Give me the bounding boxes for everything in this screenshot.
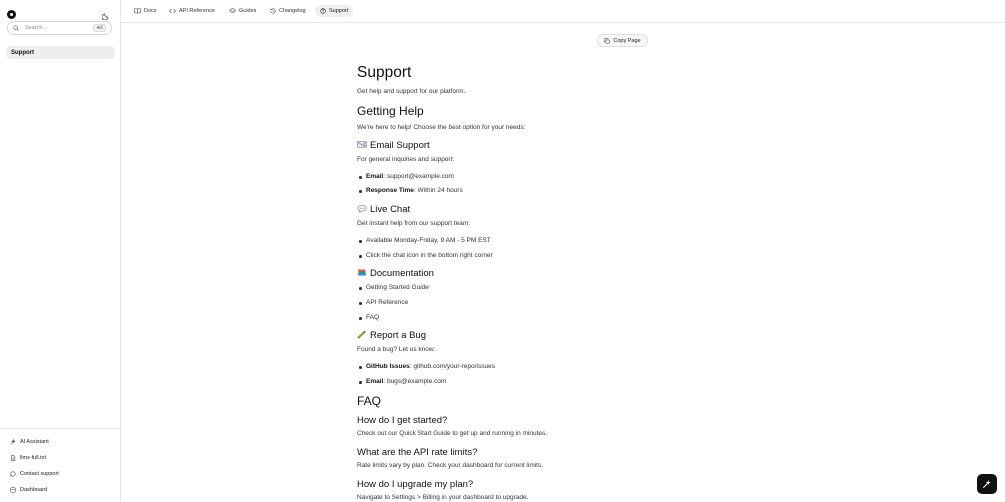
getting-help-text: We're here to help! Choose the best option for your needs: <box>357 124 526 131</box>
email-label: Email <box>366 173 384 180</box>
tab-api-reference-label: API Reference <box>179 8 215 14</box>
search-box[interactable] <box>7 21 112 35</box>
page-title: Support <box>357 64 412 81</box>
contact-support-label: Contact support <box>20 471 59 477</box>
ai-assistant-label: AI Assistant <box>20 439 49 445</box>
list-item <box>366 173 454 180</box>
documentation-heading-text: Documentation <box>370 268 434 279</box>
moon-icon <box>102 12 110 20</box>
tab-docs-label: Docs <box>144 8 157 14</box>
faq-answer: Rate limits vary by plan. Check your dashboard for current limits. <box>357 462 544 469</box>
list-item: Getting Started Guide <box>366 284 429 291</box>
tab-changelog-label: Changelog <box>279 8 306 14</box>
dashboard-label: Dashboard <box>20 487 47 493</box>
bug-email-label: Email <box>366 378 384 385</box>
github-issues-value: : github.com/your-repo/issues <box>409 363 495 370</box>
report-bug-text: Found a bug? Let us know: <box>357 346 436 353</box>
contact-support-link[interactable] <box>10 469 59 479</box>
report-bug-heading <box>357 330 426 341</box>
response-time-label: Response Time <box>366 187 414 194</box>
bug-email-value: : bugs@example.com <box>383 378 447 385</box>
response-time-value: : Within 24 hours <box>413 187 463 194</box>
live-chat-text: Get instant help from our support team: <box>357 220 471 227</box>
dashboard-icon <box>10 487 16 493</box>
tab-api-reference[interactable] <box>164 5 220 17</box>
getting-help-heading: Getting Help <box>357 104 424 118</box>
email-value: : support@example.com <box>383 173 454 180</box>
sidebar-item-support[interactable]: Support <box>6 46 115 59</box>
copy-page-label: Copy Page <box>613 37 641 44</box>
envelope-icon <box>357 140 367 149</box>
help-circle-icon <box>320 8 326 14</box>
article-content <box>357 0 657 502</box>
speech-bubble-icon <box>357 204 367 213</box>
faq-answer: Check out our Quick Start Guide to get up and running in minutes. <box>357 430 548 437</box>
search-icon <box>13 25 19 31</box>
tab-support-label: Support <box>329 8 349 14</box>
dashboard-link[interactable] <box>10 485 47 495</box>
email-support-heading <box>357 140 430 151</box>
report-bug-heading-text: Report a Bug <box>370 330 426 341</box>
live-chat-heading-text: Live Chat <box>370 204 411 215</box>
tab-support[interactable] <box>315 5 353 17</box>
documentation-heading <box>357 268 434 279</box>
bug-icon <box>357 330 367 339</box>
search-input[interactable] <box>25 25 89 31</box>
layers-icon <box>229 8 236 14</box>
faq-question: How do I upgrade my plan? <box>357 479 474 490</box>
live-chat-heading <box>357 204 410 215</box>
sparkle-icon <box>982 479 992 489</box>
tab-docs[interactable] <box>129 5 162 17</box>
chat-bubble-icon <box>10 471 16 477</box>
sidebar-footer <box>0 428 120 502</box>
page-intro: Get help and support for our platform. <box>357 88 466 95</box>
theme-toggle-button[interactable] <box>100 10 111 21</box>
faq-heading: FAQ <box>357 394 382 408</box>
tab-changelog[interactable] <box>265 5 311 17</box>
faq-question: How do I get started? <box>357 415 448 426</box>
github-issues-label: GitHub Issues <box>366 363 410 370</box>
list-item: FAQ <box>366 314 380 321</box>
list-item <box>366 378 446 385</box>
sparkle-icon <box>10 439 16 445</box>
list-item <box>366 187 463 194</box>
books-icon <box>357 268 367 277</box>
ai-assistant-button[interactable] <box>977 474 997 494</box>
list-item: Click the chat icon in the bottom right corner <box>366 252 493 259</box>
tab-guides[interactable] <box>224 5 261 17</box>
ai-assistant-link[interactable] <box>10 437 49 447</box>
llms-full-link[interactable] <box>10 453 46 463</box>
list-item: API Reference <box>366 299 409 306</box>
faq-answer: Navigate to Settings > Billing in your dashboard to upgrade. <box>357 494 529 501</box>
logo[interactable] <box>7 10 16 19</box>
email-support-heading-text: Email Support <box>370 140 430 151</box>
list-item <box>366 363 495 370</box>
book-icon <box>134 8 141 14</box>
code-icon <box>169 8 176 14</box>
sidebar <box>0 0 121 502</box>
tab-guides-label: Guides <box>239 8 257 14</box>
search-shortcut-badge: ⌘K <box>93 24 106 32</box>
llms-full-label: llms-full.txt <box>20 455 46 461</box>
email-support-text: For general inquiries and support: <box>357 156 455 163</box>
file-icon <box>10 455 16 461</box>
faq-question: What are the API rate limits? <box>357 447 478 458</box>
list-item: Available Monday-Friday, 9 AM - 5 PM EST <box>366 237 491 244</box>
history-icon <box>270 8 276 14</box>
